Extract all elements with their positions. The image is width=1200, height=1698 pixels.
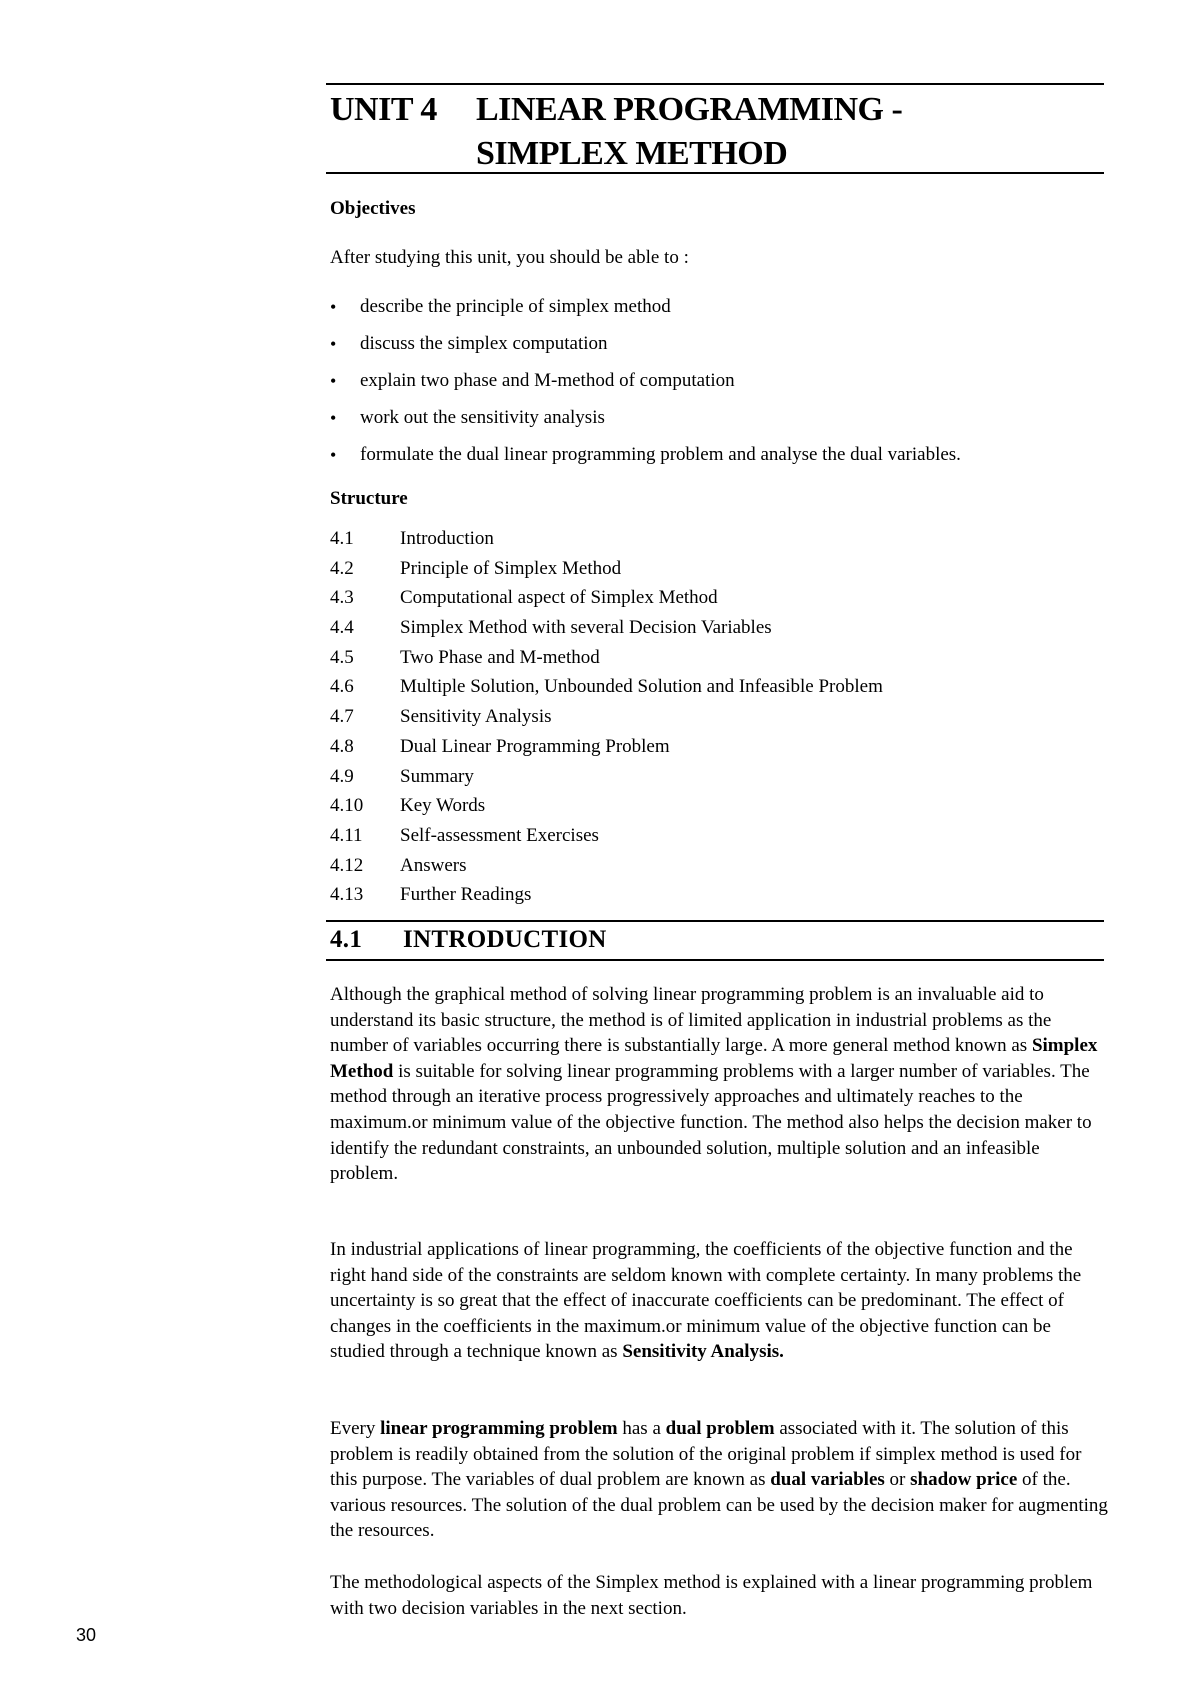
toc-item [330, 764, 883, 794]
toc-item [330, 674, 883, 704]
toc-title: Key Words [400, 795, 486, 817]
toc-title: Sensitivity Analysis [400, 706, 552, 728]
toc-title: Two Phase and M-method [400, 646, 600, 668]
section-heading [330, 926, 607, 954]
objectives-intro: After studying this unit, you should be able to : [330, 247, 689, 268]
toc-item [330, 585, 883, 615]
toc-number: 4.9 [330, 765, 354, 787]
toc-number: 4.7 [330, 706, 354, 728]
bold-term: linear programming problem [380, 1418, 618, 1439]
toc-number: 4.1 [330, 528, 354, 549]
paragraph-2 [330, 1237, 1110, 1365]
toc-number: 4.4 [330, 617, 354, 639]
toc-number: 4.13 [330, 884, 364, 906]
section-top-rule [326, 920, 1104, 922]
toc-item [330, 526, 883, 556]
list-item [330, 404, 961, 441]
toc-item [330, 556, 883, 586]
toc-item [330, 793, 883, 823]
toc-title: Simplex Method with several Decision Variables [400, 617, 772, 639]
paragraph-text: or [884, 1469, 911, 1491]
toc-title: Computational aspect of Simplex Method [400, 587, 718, 609]
unit-title-line-1 [330, 88, 902, 132]
section-bottom-rule [326, 959, 1104, 961]
objectives-heading: Objectives [330, 198, 416, 219]
bold-term: dual problem [665, 1418, 775, 1439]
bullet-icon: • [330, 371, 337, 391]
toc-number: 4.3 [330, 587, 354, 609]
bold-term: dual variables [770, 1469, 885, 1491]
bullet-icon: • [330, 297, 337, 317]
toc-number: 4.8 [330, 735, 354, 757]
objective-text: explain two phase and M-method of computation [360, 370, 735, 391]
paragraph-text: has a [617, 1418, 666, 1439]
toc-number: 4.5 [330, 646, 354, 668]
toc-item [330, 882, 883, 912]
bold-term: Sensitivity Analysis. [622, 1341, 784, 1363]
page-number: 30 [76, 1625, 97, 1645]
toc-title: Principle of Simplex Method [400, 557, 622, 579]
unit-bottom-rule [326, 172, 1104, 174]
paragraph-text: In industrial applications of linear programming, the coefficients of the objective function and the right hand side of the constraints are seldom known with complete certainty. In many problems the uncertainty is so great that the effect of inaccurate coefficients can be predominant. The effect of changes in the coefficients in the maximum.or minimum value of the objective function can be studied through a technique known as [330, 1239, 1082, 1363]
objective-text: work out the sensitivity analysis [360, 407, 605, 428]
toc-number: 4.6 [330, 676, 354, 698]
list-item [330, 330, 961, 367]
toc-title: Answers [400, 854, 467, 876]
toc-title: Multiple Solution, Unbounded Solution and Infeasible Problem [400, 676, 883, 698]
structure-list [330, 526, 883, 912]
paragraph-1 [330, 982, 1110, 1187]
structure-heading: Structure [330, 488, 408, 509]
unit-top-rule [326, 83, 1104, 85]
toc-title: Self-assessment Exercises [400, 824, 599, 846]
toc-number: 4.2 [330, 557, 354, 579]
toc-item [330, 615, 883, 645]
unit-title-text-2: SIMPLEX METHOD [476, 135, 788, 172]
objective-text: describe the principle of simplex method [360, 296, 671, 317]
bold-term: shadow price [910, 1469, 1018, 1491]
bullet-icon: • [330, 408, 337, 428]
toc-item [330, 645, 883, 675]
unit-title-line-2 [330, 132, 902, 176]
objectives-list [330, 293, 961, 478]
objective-text: discuss the simplex computation [360, 333, 608, 354]
list-item [330, 441, 961, 478]
section-title: INTRODUCTION [403, 926, 607, 953]
paragraph-4: The methodological aspects of the Simplex method is explained with a linear programming problem with two decision variables in the next section. [330, 1572, 1093, 1619]
toc-title: Dual Linear Programming Problem [400, 735, 670, 757]
toc-item [330, 823, 883, 853]
toc-item [330, 734, 883, 764]
unit-title-text-1: LINEAR PROGRAMMING - [476, 91, 903, 128]
toc-number: 4.11 [330, 824, 363, 846]
unit-number: UNIT 4 [330, 91, 437, 128]
list-item [330, 367, 961, 404]
toc-item [330, 853, 883, 883]
toc-title: Further Readings [400, 884, 532, 906]
toc-title: Introduction [400, 528, 494, 549]
toc-title: Summary [400, 765, 474, 787]
toc-item [330, 704, 883, 734]
toc-number: 4.12 [330, 854, 364, 876]
paragraph-text: is suitable for solving linear programming problems with a larger number of variables. The method through an iterative process progressively approaches and ultimately reaches to the maximum.or minimum value of the objective function. The method also helps the decision maker to identify the redundant constraints, an unbounded solution, multiple solution and an infeasible problem. [330, 1060, 1092, 1185]
paragraph-text: of the. various resources. The solution of the dual problem can be used by the decision maker for augmenting the resources. [330, 1469, 1108, 1542]
section-number: 4.1 [330, 926, 363, 953]
list-item [330, 293, 961, 330]
toc-number: 4.10 [330, 795, 364, 817]
paragraph-text: Every [330, 1418, 381, 1439]
bold-term: Simplex Method [330, 1035, 1098, 1082]
bullet-icon: • [330, 445, 337, 465]
paragraph-text: Although the graphical method of solving linear programming problem is an invaluable aid to understand its basic structure, the method is of limited application in industrial problems as the number of variables occurring there is substantially large. A more general method known as [330, 984, 1052, 1057]
unit-title [330, 88, 902, 176]
bullet-icon: • [330, 334, 337, 354]
objective-text: formulate the dual linear programming problem and analyse the dual variables. [360, 444, 961, 465]
paragraph-3 [330, 1416, 1110, 1544]
paragraph-text: associated with it. The solution of this problem is readily obtained from the solution of the original problem if simplex method is used for this purpose. The variables of dual problem are known as [330, 1418, 1082, 1491]
